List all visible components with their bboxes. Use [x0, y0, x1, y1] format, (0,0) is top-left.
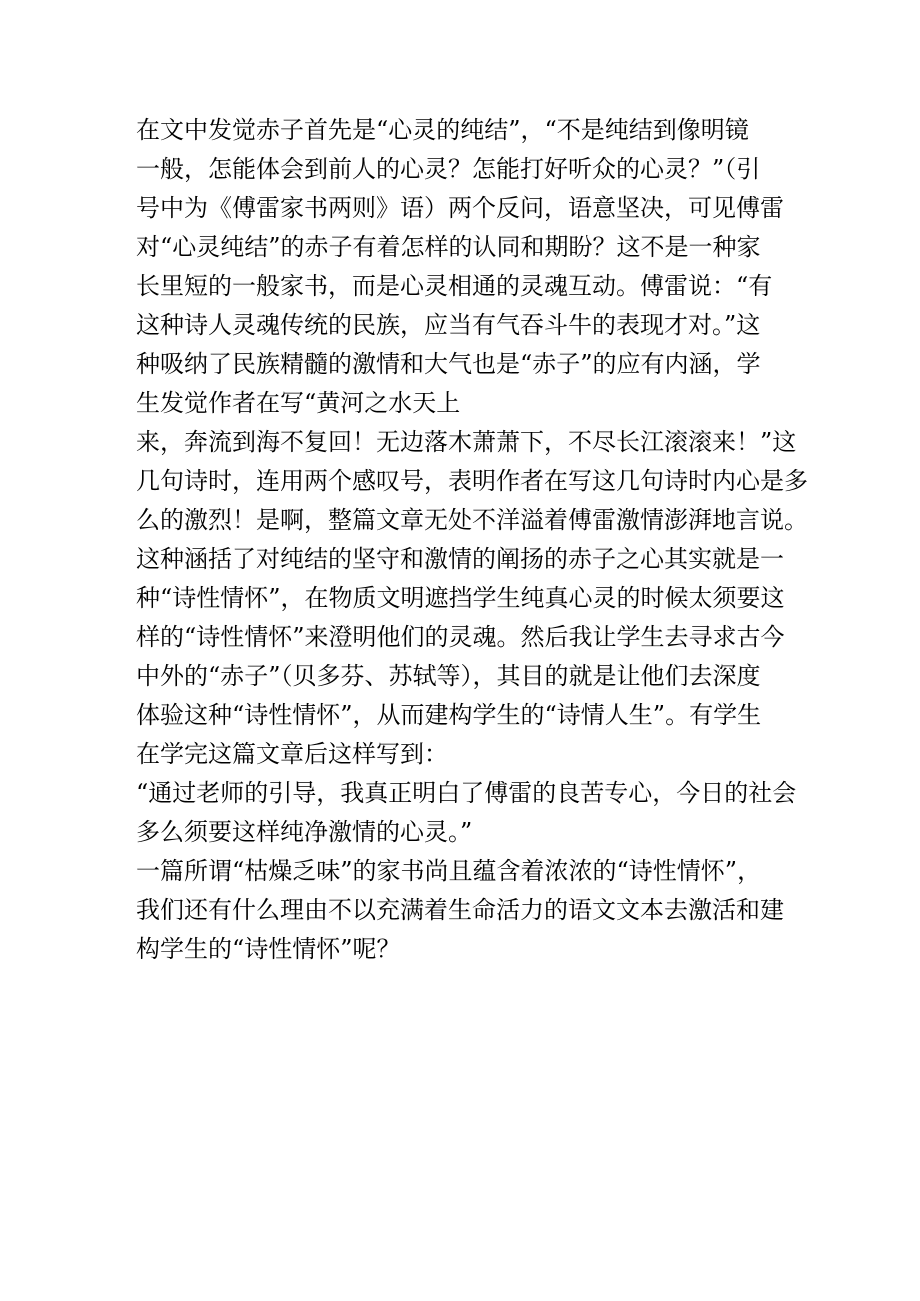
text-line: 一篇所谓“枯燥乏味”的家书尚且蕴含着浓浓的“诗性情怀”， [136, 857, 762, 885]
text-line: 种“诗性情怀”，在物质文明遮挡学生纯真心灵的时候太须要这 [136, 584, 785, 612]
text-line: 体验这种“诗性情怀”，从而建构学生的“诗情人生”。有学生 [136, 701, 762, 729]
text-line: 生发觉作者在写“黄河之水天上 [136, 389, 461, 417]
body-text [136, 111, 808, 969]
text-line: 我们还有什么理由不以充满着生命活力的语文文本去激活和建 [136, 896, 784, 924]
text-line: 种吸纳了民族精髓的激情和大气也是“赤子”的应有内涵，学 [136, 350, 761, 378]
text-line: 么的激烈！是啊，整篇文章无处不洋溢着傅雷激情澎湃地言说。 [136, 506, 808, 534]
text-line: 几句诗时，连用两个感叹号，表明作者在写这几句诗时内心是多 [136, 467, 808, 495]
text-line: 在文中发觉赤子首先是“心灵的纯结”，“不是纯结到像明镜 [136, 116, 749, 144]
text-line: 来，奔流到海不复回！无边落木萧萧下，不尽长江滚滚来！”这 [136, 428, 797, 456]
text-line: 长里短的一般家书，而是心灵相通的灵魂互动。傅雷说：“有 [136, 272, 773, 300]
text-line: 多么须要这样纯净激情的心灵。” [136, 818, 473, 846]
text-line: 号中为《傅雷家书两则》语）两个反问，语意坚决，可见傅雷 [136, 194, 784, 222]
text-line: 中外的“赤子”（贝多芬、苏轼等），其目的就是让他们去深度 [136, 662, 761, 690]
text-line: 样的“诗性情怀”来澄明他们的灵魂。然后我让学生去寻求古今 [136, 623, 785, 651]
text-line: 一般，怎能体会到前人的心灵？怎能打好听众的心灵？”（引 [136, 155, 761, 183]
text-line: 在学完这篇文章后这样写到： [136, 740, 448, 768]
text-line: 构学生的“诗性情怀”呢？ [136, 935, 401, 963]
text-line: 这种诗人灵魂传统的民族，应当有气吞斗牛的表现才对。”这 [136, 311, 761, 339]
text-line: 对“心灵纯结”的赤子有着怎样的认同和期盼？这不是一种家 [136, 233, 761, 261]
text-line: 这种涵括了对纯结的坚守和激情的阐扬的赤子之心其实就是一 [136, 545, 784, 573]
text-line: “通过老师的引导，我真正明白了傅雷的良苦专心，今日的社会 [136, 779, 797, 807]
